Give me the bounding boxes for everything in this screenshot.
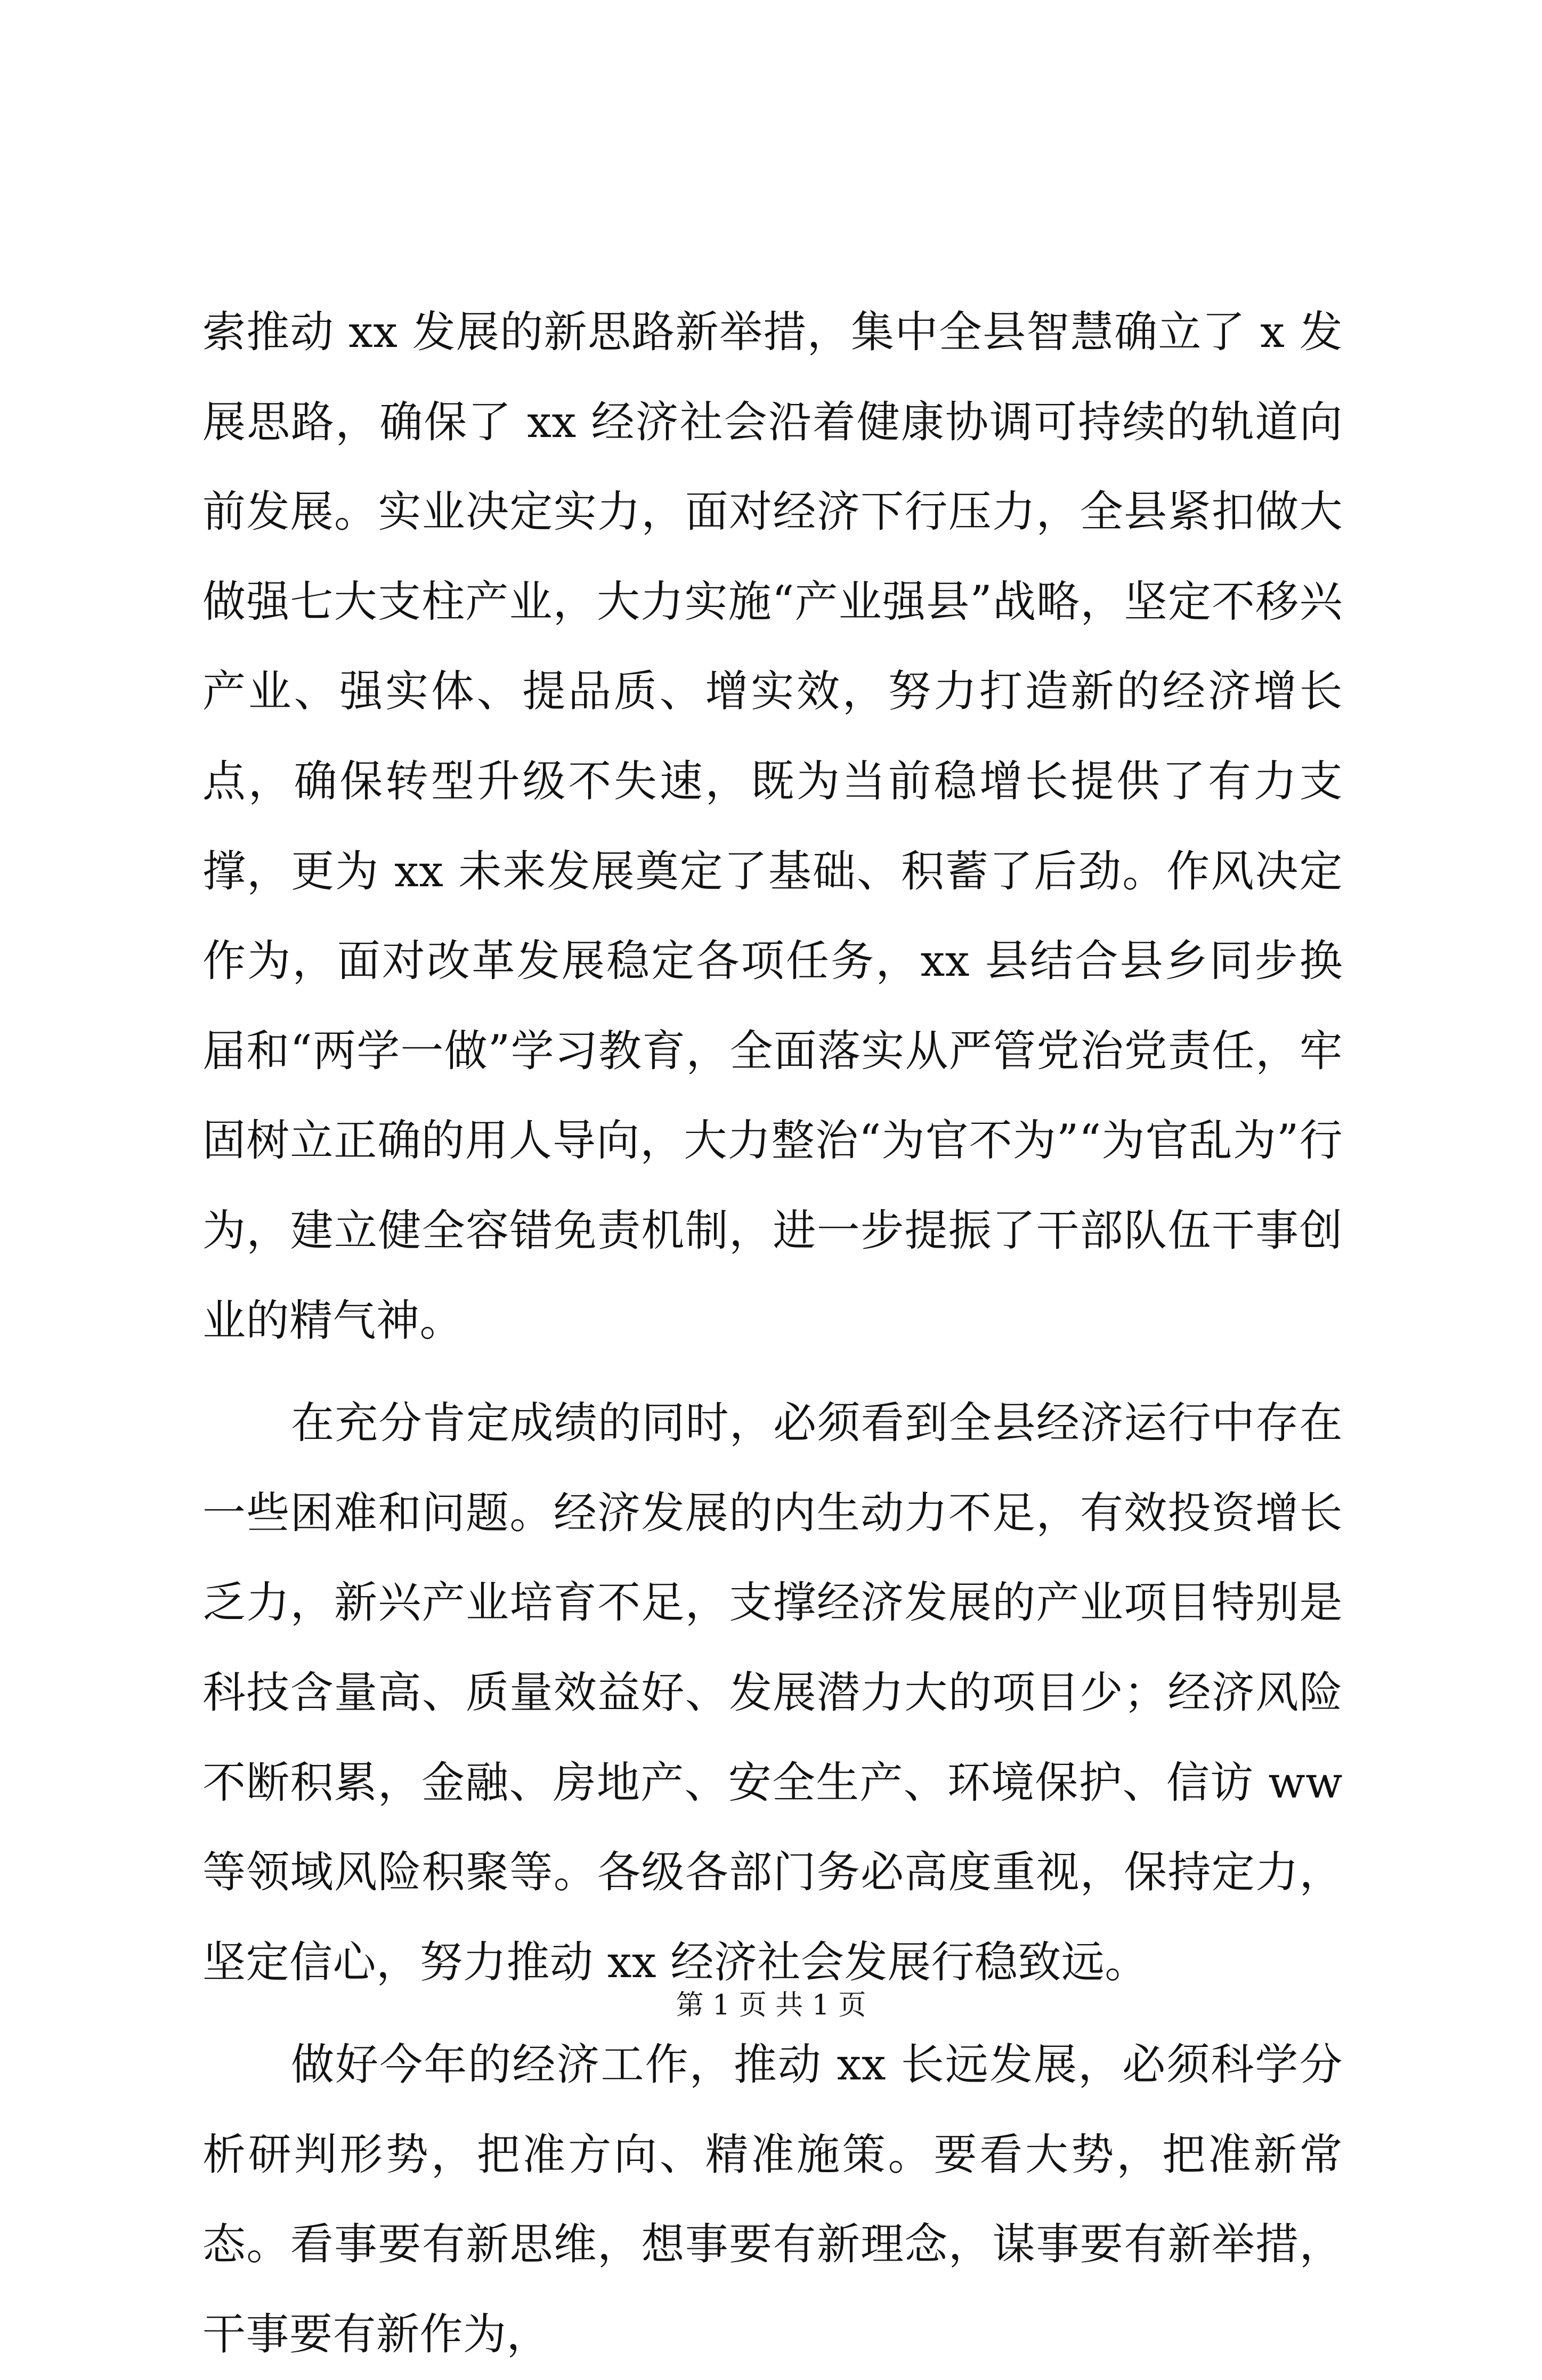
paragraph-1: 索推动 xx 发展的新思路新举措，集中全县智慧确立了 x 发展思路，确保了 xx 经济社会沿着健康协调可持续的轨道向前发展。实业决定实力，面对经济下行压力，全县紧扣做大做强七大支柱产业，大力实施“产业强县”战略，坚定不移兴产业、强实体、提品质、增实效，努力打造新的经济增长点，确保转型升级不失速，既为当前稳增长提供了有力支撑，更为 xx 未来发展奠定了基础、积蓄了后劲。作风决定作为，面对改革发展稳定各项任务，xx 县结合县乡同步换届和“两学一做”学习教育，全面落实从严管党治党责任，牢固树立正确的用人导向，大力整治“为官不为”“为官乱为”行为，建立健全容错免责机制，进一步提振了干部队伍干事创业的精气神。 bbox=[202, 307, 1343, 1346]
document-body bbox=[202, 288, 1343, 2380]
paragraph-3: 做好今年的经济工作，推动 xx 长远发展，必须科学分析研判形势，把准方向、精准施策。要看大势，把准新常态。看事要有新思维，想事要有新理念，谋事要有新举措，干事要有新作为， bbox=[202, 2040, 1343, 2360]
paragraph-2: 在充分肯定成绩的同时，必须看到全县经济运行中存在一些困难和问题。经济发展的内生动力不足，有效投资增长乏力，新兴产业培育不足，支撑经济发展的产业项目特别是科技含量高、质量效益好、发展潜力大的项目少；经济风险不断积累，金融、房地产、安全生产、环境保护、信访 ww 等领域风险积聚等。各级各部门务必高度重视，保持定力，坚定信心，努力推动 xx 经济社会发展行稳致远。 bbox=[202, 1398, 1343, 1988]
page-footer: 第 1 页 共 1 页 bbox=[676, 1989, 866, 2021]
